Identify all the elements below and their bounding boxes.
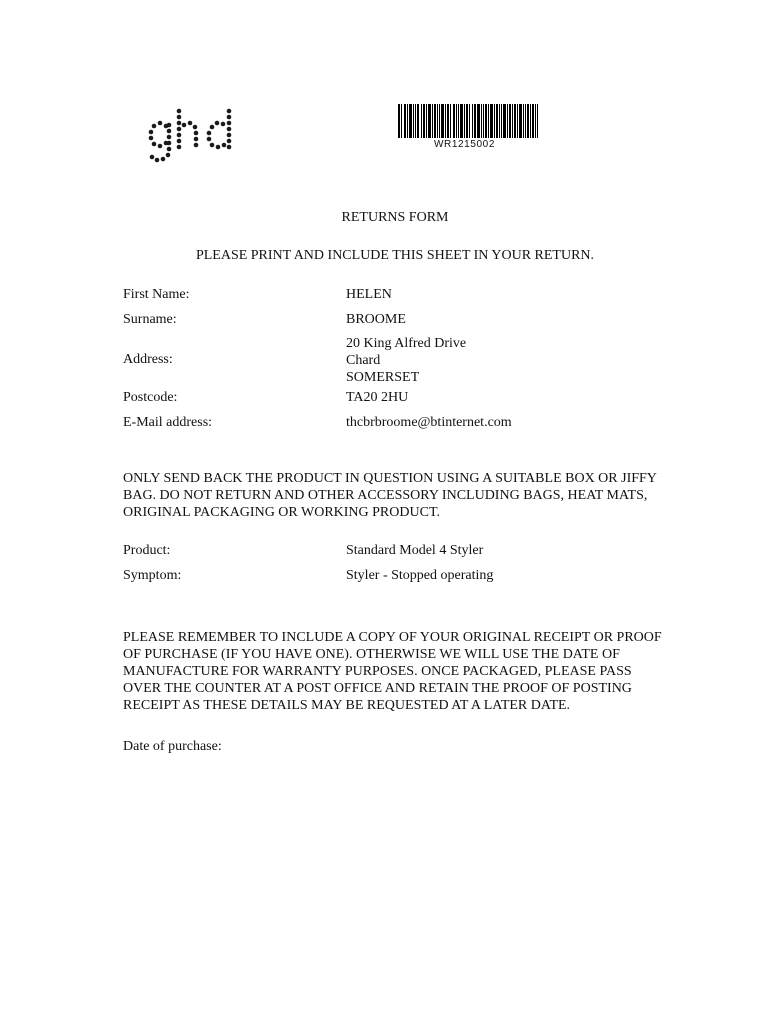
surname-label: Surname: [123, 312, 177, 327]
address-line-1: 20 King Alfred Drive [346, 336, 467, 351]
surname-value: BROOME [346, 312, 406, 327]
symptom-label: Symptom: [123, 568, 182, 583]
address-label: Address: [123, 352, 173, 367]
product-label: Product: [123, 543, 171, 558]
receipt-instructions: PLEASE REMEMBER TO INCLUDE A COPY OF YOUR ORIGINAL RECEIPT OR PROOF OF PURCHASE (IF YOU HAVE ONE). OTHERWISE WE WILL USE THE DATE OF MANUFACTURE FOR WARRANTY PURPOSES. ONCE PACKAGED, PLEASE PASS OVER THE COUNTER AT A POST OFFICE AND RETAIN THE PROOF OF POSTING RECEIPT AS THESE DETAILS MAY BE REQUESTED AT A LATER DATE. [123, 630, 662, 713]
ghd-logo [146, 108, 240, 170]
form-instruction: PLEASE PRINT AND INCLUDE THIS SHEET IN YOUR RETURN. [195, 248, 595, 263]
barcode [398, 104, 538, 150]
purchase-date-label: Date of purchase: [123, 739, 222, 754]
address-line-3: SOMERSET [346, 370, 420, 385]
product-value: Standard Model 4 Styler [346, 543, 484, 558]
return-instructions: ONLY SEND BACK THE PRODUCT IN QUESTION USING A SUITABLE BOX OR JIFFY BAG. DO NOT RETURN AND OTHER ACCESSORY INCLUDING BAGS, HEAT MATS, ORIGINAL PACKAGING OR WORKING PRODUCT. [123, 471, 657, 520]
postcode-label: Postcode: [123, 390, 178, 405]
email-label: E-Mail address: [123, 415, 213, 430]
address-line-2: Chard [346, 353, 381, 368]
form-title: RETURNS FORM [341, 210, 449, 225]
barcode-number: WR1215002 [434, 139, 495, 150]
symptom-value: Styler - Stopped operating [346, 568, 494, 583]
postcode-value: TA20 2HU [346, 390, 409, 405]
email-value: thcbrbroome@btinternet.com [346, 415, 512, 430]
barcode-graphic [398, 104, 538, 138]
first-name-value: HELEN [346, 287, 392, 302]
first-name-label: First Name: [123, 287, 190, 302]
address-value [346, 335, 466, 386]
